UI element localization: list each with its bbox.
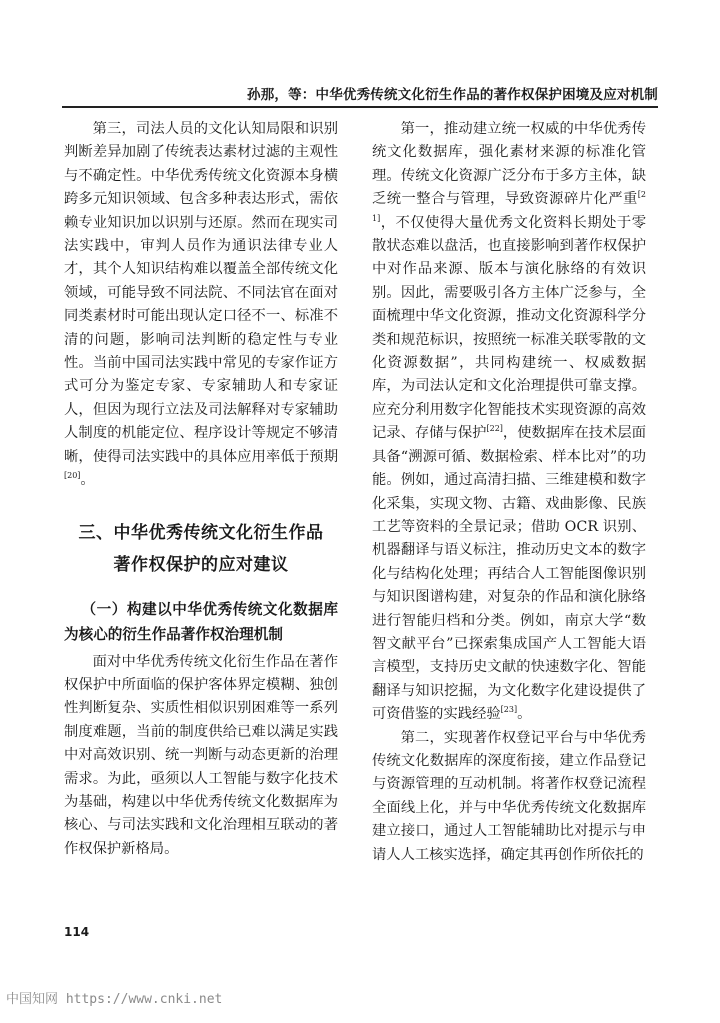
section-title-line1: 三、中华优秀传统文化衍生作品 <box>78 522 324 543</box>
paragraph-tail: 。 <box>517 706 532 723</box>
section-title-line2: 著作权保护的应对建议 <box>113 554 289 575</box>
citation-ref: [20] <box>64 471 81 481</box>
cnki-watermark: 中国知网 https://www.cnki.net <box>6 992 223 1007</box>
paragraph-registration-platform: 第二，实现著作权登记平台与中华优秀传统文化数据库的深度衔接，建立作品登记与资源管理的互动机制。将著作权登记流程全面线上化，并与中华优秀传统文化数据库建立接口，通过人工智能辅助比对提示与申请人人工核实选择，确定其再创作所依托的 <box>372 729 646 863</box>
paragraph-judicial-cognition <box>64 118 338 493</box>
paragraph-text: 第三，司法人员的文化认知局限和识别判断差异加剧了传统表达素材过滤的主观性与不确定性。中华优秀传统文化资源本身横跨多元知识领域、包含多种表达形式，需依赖专业知识加以识别与还原。然而在现实司法实践中，审判人员作为通识法律专业人才，其个人知识结构难以覆盖全部传统文化领域，可能导致不同法院、不同法官在面对同类素材时可能出现认定口径不一、标准不清的问题，影响司法判断的稳定性与专业性。当前中国司法实践中常见的专家作证方式可分为鉴定专家、专家辅助人和专家证人，但因为现行立法及司法解释对专家辅助人制度的机能定位、程序设计等规定不够清晰，使得司法实践中的具体应用率低于预期 <box>64 121 338 465</box>
section-title <box>64 517 338 581</box>
paragraph-text: ，使数据库在技术层面具备“溯源可循、数据检索、样本比对”的功能。例如，通过高清扫描、三维建模和数字化采集，实现文物、古籍、戏曲影像、民族工艺等资料的全景记录；借助 OCR 识别、机器翻译与语义标注，推动历史文本的数字化与结构化处理；再结合人工智能图像识别与知识图谱构建，对复杂的作品和演化脉络进行智能归档和分类。例如，南京大学“数智文献平台”已探索集成国产人工智能大语言模型，支持历史文献的快速数字化、智能翻译与知识挖掘，为文化数字化建设提供了可资借鉴的实践经验 <box>372 425 647 723</box>
running-header-title: 孙那，等：中华优秀传统文化衍生作品的著作权保护困境及应对机制 <box>247 87 658 103</box>
paragraph-database-governance: 面对中华优秀传统文化衍生作品在著作权保护中所面临的保护客体界定模糊、独创性判断复杂、实质性相似识别困难等一系列制度难题，当前的制度供给已难以满足实践中对高效识别、统一判断与动态更新的治理需求。为此，亟须以人工智能与数字化技术为基础，构建以中华优秀传统文化数据库为核心、与司法实践和文化治理相互联动的著作权保护新格局。 <box>64 653 338 857</box>
paragraph-tail: 。 <box>80 472 95 489</box>
header-rule <box>62 106 658 108</box>
citation-ref: [23] <box>500 705 518 715</box>
citation-ref: [22] <box>486 424 503 434</box>
paragraph-unified-database <box>372 118 646 727</box>
left-column <box>64 118 338 861</box>
paragraph-text: ，不仅使得大量优秀文化资料长期处于零散状态难以盘活，也直接影响到著作权保护中对作品来源、版本与演化脉络的有效识别。因此，需要吸引各方主体广泛参与，全面梳理中华文化资源，推动文化资源科学分类和规范标识，按照统一标准关联零散的文化资源数据”，共同构建统一、权威数据库，为司法认定和文化治理提供可靠支撑。应充分利用数字化智能技术实现资源的高效记录、存储与保护 <box>372 214 646 442</box>
citation-ref: [21] <box>372 190 646 223</box>
right-column <box>372 118 646 867</box>
page-number: 114 <box>64 925 90 939</box>
subsection-title: （一）构建以中华优秀传统文化数据库为核心的衍生作品著作权治理机制 <box>64 600 338 643</box>
paragraph-text: 第一，推动建立统一权威的中华优秀传统文化数据库，强化素材来源的标准化管理。传统文化资源广泛分布于多方主体，缺乏统一整合与管理，导致资源碎片化严重 <box>372 121 646 208</box>
